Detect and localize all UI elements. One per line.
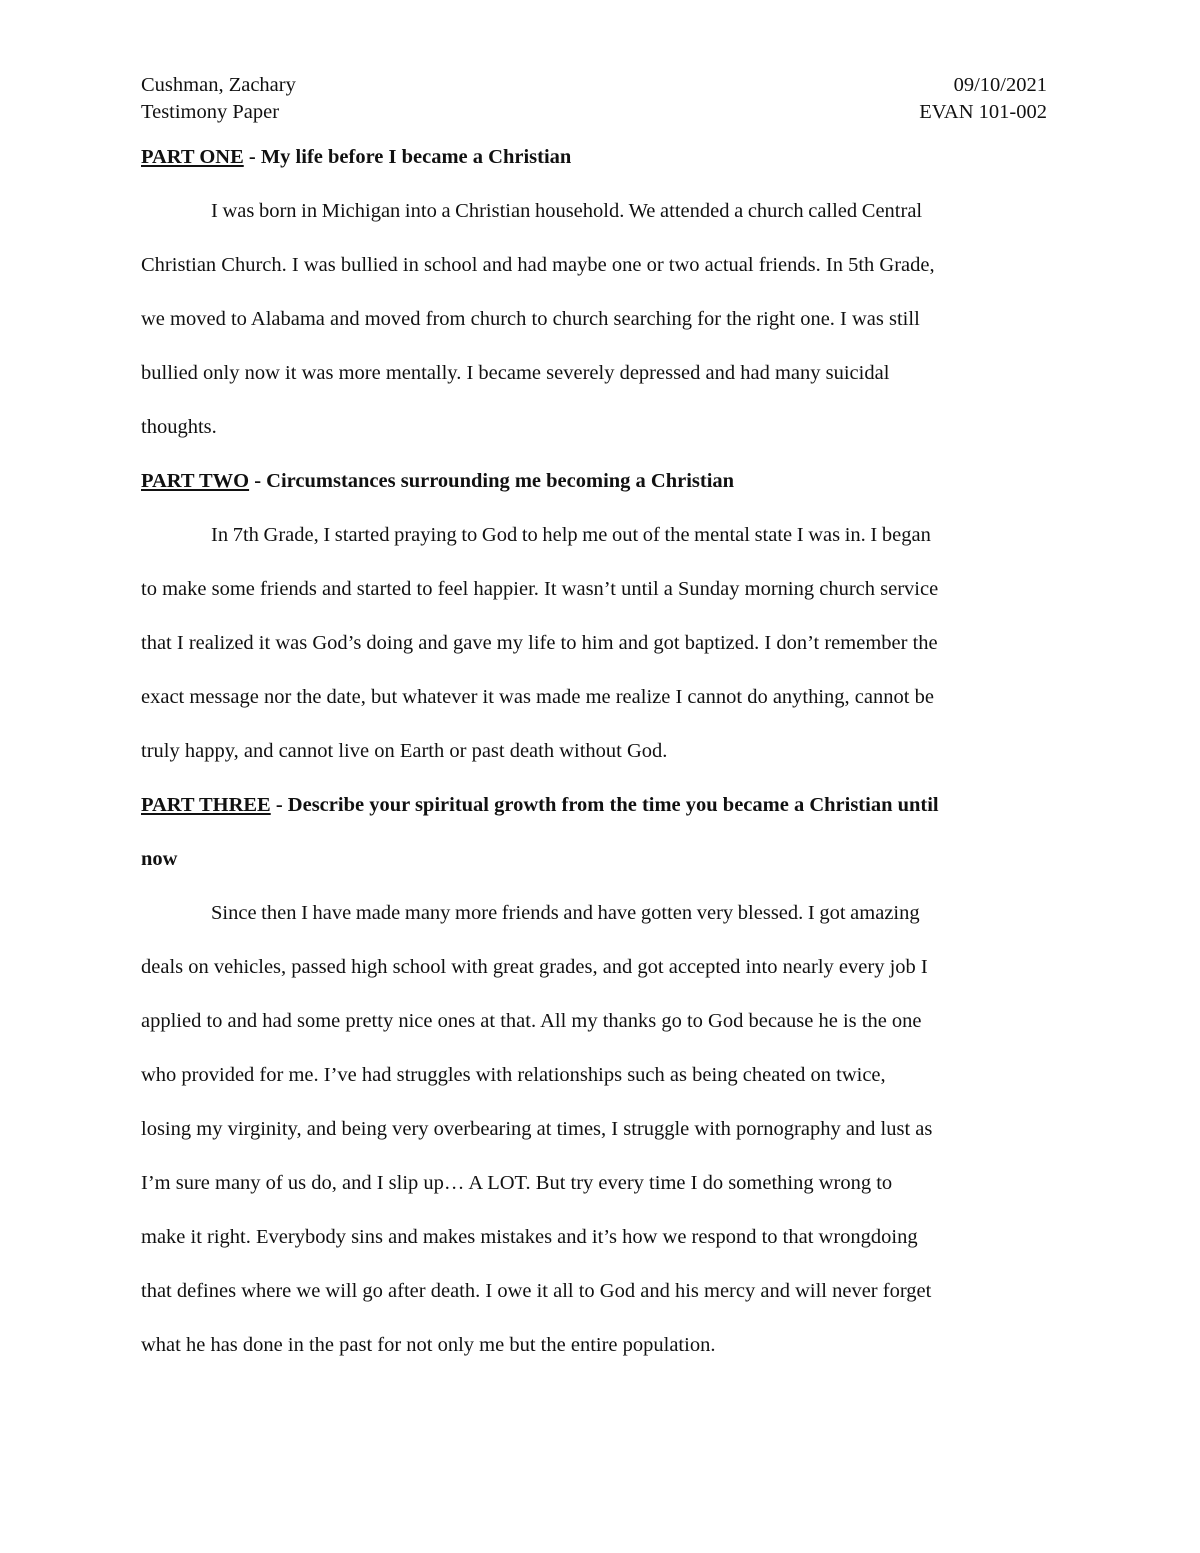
paragraph-line: truly happy, and cannot live on Earth or past death without God. — [141, 740, 668, 762]
section-heading-part-two — [141, 454, 1061, 508]
paragraph-line: that I realized it was God’s doing and gave my life to him and got baptized. I don’t remember the — [141, 632, 938, 654]
paragraph-line: applied to and had some pretty nice ones at that. All my thanks go to God because he is the one — [141, 1010, 922, 1032]
section-heading-part-three-continued — [141, 832, 1061, 886]
paragraph-line: bullied only now it was more mentally. I became severely depressed and had many suicidal — [141, 362, 890, 384]
paragraph-line: Christian Church. I was bullied in school and had maybe one or two actual friends. In 5th Grade, — [141, 254, 935, 276]
section-heading-part-one — [141, 130, 1061, 184]
paragraph-line: what he has done in the past for not only me but the entire population. — [141, 1334, 716, 1356]
paragraph-line: I was born in Michigan into a Christian household. We attended a church called Central — [211, 200, 923, 222]
paragraph-line: thoughts. — [141, 416, 217, 438]
part-title: - Circumstances surrounding me becoming a Christian — [249, 470, 735, 492]
paragraph-line: losing my virginity, and being very overbearing at times, I struggle with pornography and lust as — [141, 1118, 933, 1140]
section-body-part-one — [141, 184, 1061, 454]
part-title: - Describe your spiritual growth from the time you became a Christian until — [270, 794, 939, 816]
section-body-part-two — [141, 508, 1061, 778]
part-label: PART ONE — [141, 146, 244, 168]
course-code: EVAN 101-002 — [919, 101, 1047, 123]
part-title: - My life before I became a Christian — [243, 146, 572, 168]
header-row-2 — [141, 99, 1047, 126]
part-label: PART TWO — [141, 470, 250, 492]
paragraph-line: exact message nor the date, but whatever it was made me realize I cannot do anything, cannot be — [141, 686, 934, 708]
paragraph-line: In 7th Grade, I started praying to God to help me out of the mental state I was in. I began — [211, 524, 931, 546]
paragraph-line: to make some friends and started to feel happier. It wasn’t until a Sunday morning church service — [141, 578, 939, 600]
section-heading-part-three — [141, 778, 1061, 832]
header-row-1 — [141, 72, 1047, 99]
document-date: 09/10/2021 — [953, 74, 1047, 96]
document-title: Testimony Paper — [141, 101, 280, 123]
document-body — [141, 130, 1061, 1372]
student-name: Cushman, Zachary — [141, 74, 296, 96]
paragraph-line: Since then I have made many more friends and have gotten very blessed. I got amazing — [211, 902, 920, 924]
paragraph-line: make it right. Everybody sins and makes mistakes and it’s how we respond to that wrongdoing — [141, 1226, 918, 1248]
paragraph-line: I’m sure many of us do, and I slip up… A LOT. But try every time I do something wrong to — [141, 1172, 893, 1194]
section-body-part-three — [141, 886, 1061, 1372]
part-title-continued: now — [141, 848, 178, 870]
paragraph-line: deals on vehicles, passed high school with great grades, and got accepted into nearly every job I — [141, 956, 928, 978]
part-label: PART THREE — [141, 794, 271, 816]
paragraph-line: we moved to Alabama and moved from church to church searching for the right one. I was still — [141, 308, 920, 330]
paragraph-line: that defines where we will go after death. I owe it all to God and his mercy and will never forget — [141, 1280, 932, 1302]
paragraph-line: who provided for me. I’ve had struggles with relationships such as being cheated on twice, — [141, 1064, 886, 1086]
document-header — [141, 72, 1047, 126]
